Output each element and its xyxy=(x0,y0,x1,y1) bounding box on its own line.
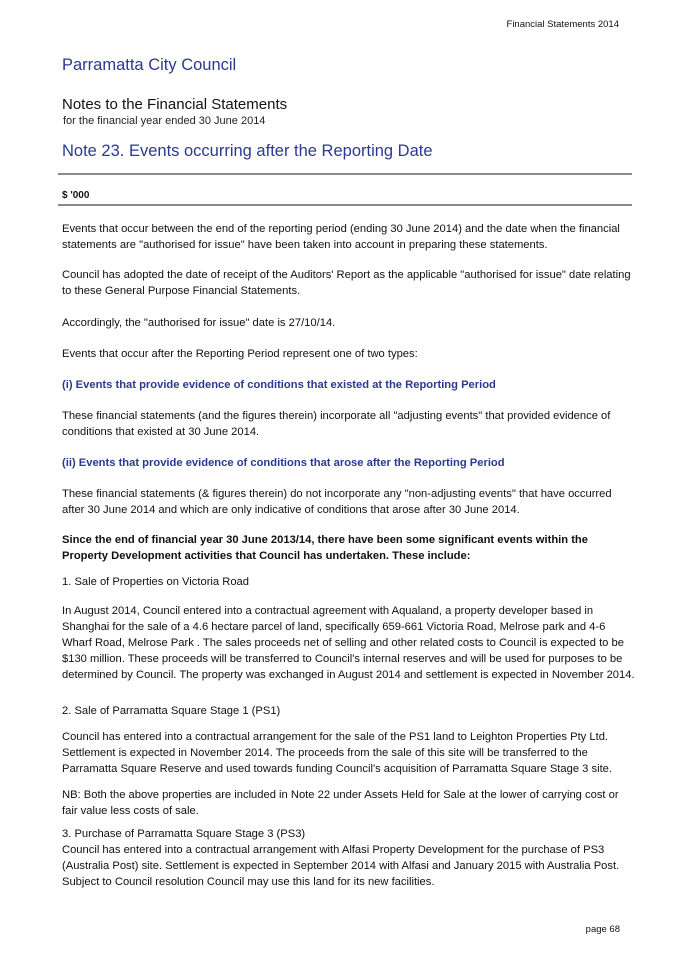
divider-bottom xyxy=(58,204,632,206)
item-3-body: Council has entered into a contractual arrangement with Alfasi Property Development for the purchase of PS3 (Australia Post) site. Settlement is expected in September 2014 with Alfasi and January 2015 with Australia Post. Subject to Council resolution Council may use this land for its new facilities. xyxy=(62,844,620,888)
council-name: Parramatta City Council xyxy=(62,56,237,74)
units-label: $ '000 xyxy=(62,190,90,201)
paragraph-2: Council has adopted the date of receipt of the Auditors' Report as the applicable "authorised for issue" date relating to these General Purpose Financial Statements. xyxy=(62,269,631,297)
notes-title: Notes to the Financial Statements xyxy=(62,96,288,113)
item-1-title: 1. Sale of Properties on Victoria Road xyxy=(62,576,249,588)
paragraph-1: Events that occur between the end of the reporting period (ending 30 June 2014) and the date when the financial statements are "authorised for issue" have been taken into account in preparing these statements. xyxy=(62,223,620,251)
paragraph-4: Events that occur after the Reporting Period represent one of two types: xyxy=(62,348,418,360)
nb-note: NB: Both the above properties are included in Note 22 under Assets Held for Sale at the lower of carrying cost or fair value less costs of sale. xyxy=(62,789,619,817)
paragraph-5: These financial statements (and the figures therein) incorporate all "adjusting events" that provided evidence of conditions that existed at 30 June 2014. xyxy=(62,410,611,438)
page-number: page 68 xyxy=(585,924,620,935)
subheading-ii: (ii) Events that provide evidence of conditions that arose after the Reporting Period xyxy=(62,457,505,469)
divider-top xyxy=(58,173,632,175)
subheading-i: (i) Events that provide evidence of conditions that existed at the Reporting Period xyxy=(62,379,496,391)
item-2-body: Council has entered into a contractual arrangement for the sale of the PS1 land to Leighton Properties Pty Ltd. Settlement is expected in November 2014. The proceeds from the sale of this site will be transferred to the Parramatta Square Reserve and used towards funding Council's acquisition of Parramatta Square Stage 3 site. xyxy=(62,731,613,775)
item-3-title: 3. Purchase of Parramatta Square Stage 3 (PS3) xyxy=(62,828,306,840)
document-label: Financial Statements 2014 xyxy=(506,19,619,30)
item-1-body: In August 2014, Council entered into a contractual agreement with Aqualand, a property developer based in Shanghai for the sale of a 4.6 hectare parcel of land, specifically 659-661 Victoria Road, Melrose park and 4-6 Wharf Road, Melrose Park . The sales proceeds net of selling and other related costs to Council is expected to be $130 million. These proceeds will be transferred to Council's internal reserves and will be used for purposes to be determined by Council. The property was exchanged in August 2014 and settlement is expected in November 2014. xyxy=(62,605,635,681)
notes-subtitle: for the financial year ended 30 June 2014 xyxy=(63,115,266,127)
note-heading: Note 23. Events occurring after the Reporting Date xyxy=(62,142,433,160)
item-2-title: 2. Sale of Parramatta Square Stage 1 (PS1) xyxy=(62,705,281,717)
paragraph-6: These financial statements (& figures therein) do not incorporate any "non-adjusting events" that have occurred after 30 June 2014 and which are only indicative of conditions that arose after 30 June 2014. xyxy=(62,488,612,516)
paragraph-3: Accordingly, the "authorised for issue" date is 27/10/14. xyxy=(62,317,336,329)
paragraph-7: Since the end of financial year 30 June 2013/14, there have been some significant events within the Property Development activities that Council has undertaken. These include: xyxy=(62,534,588,562)
